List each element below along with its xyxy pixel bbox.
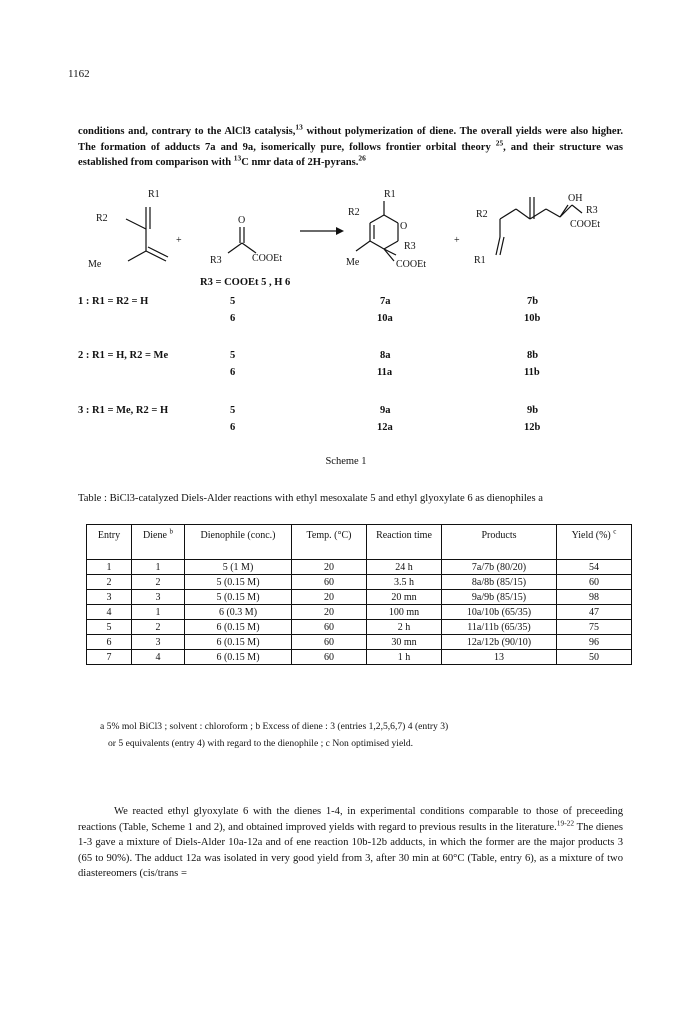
oh-label: OH xyxy=(568,193,583,204)
cell-yield: 98 xyxy=(557,590,632,605)
col-yield xyxy=(557,525,632,560)
cell-products: 8a/8b (85/15) xyxy=(442,575,557,590)
cell-temp: 20 xyxy=(292,605,367,620)
cell-products: 11a/11b (65/35) xyxy=(442,620,557,635)
ene-id: 11b xyxy=(524,367,540,378)
r2-label: R2 xyxy=(476,209,488,220)
cooet-label: COOEt xyxy=(396,259,426,270)
pyran-id: 12a xyxy=(377,422,393,433)
cell-products: 9a/9b (85/15) xyxy=(442,590,557,605)
pyran-id: 8a xyxy=(380,350,391,361)
ene-id: 7b xyxy=(527,296,539,307)
reference: 19-22 xyxy=(556,817,575,827)
pyran-id: 7a xyxy=(380,296,391,307)
footnote-mark: b xyxy=(169,527,173,536)
table-title: Table : BiCl3-catalyzed Diels-Alder reactions with ethyl mesoxalate 5 and ethyl glyoxylate 6 as dienophiles a xyxy=(78,493,543,504)
reference: 26 xyxy=(358,153,366,163)
dienophile-id: 6 xyxy=(230,313,236,324)
cell-entry: 7 xyxy=(87,650,132,665)
cell-temp: 60 xyxy=(292,650,367,665)
col-products: Products xyxy=(442,525,557,560)
results-table xyxy=(86,524,632,665)
table-row xyxy=(87,575,632,590)
footnote-mark: c xyxy=(613,527,617,536)
reference: 13 xyxy=(295,122,303,132)
cell-diene: 1 xyxy=(132,560,185,575)
dienophile-id: 5 xyxy=(230,350,236,361)
cell-diene: 4 xyxy=(132,650,185,665)
pyran-id: 10a xyxy=(377,313,393,324)
cell-entry: 4 xyxy=(87,605,132,620)
cell-diene: 3 xyxy=(132,635,185,650)
cell-diene: 3 xyxy=(132,590,185,605)
reaction-scheme xyxy=(78,185,618,275)
table-row xyxy=(87,605,632,620)
table-row xyxy=(87,650,632,665)
cell-entry: 5 xyxy=(87,620,132,635)
oxygen-label: O xyxy=(238,215,246,226)
cell-yield: 60 xyxy=(557,575,632,590)
cell-temp: 20 xyxy=(292,560,367,575)
me-label: Me xyxy=(88,259,102,270)
cell-entry: 2 xyxy=(87,575,132,590)
cell-time: 20 mn xyxy=(367,590,442,605)
table-row xyxy=(87,620,632,635)
cell-temp: 20 xyxy=(292,590,367,605)
oxygen-label: O xyxy=(400,221,408,232)
ene-id: 8b xyxy=(527,350,539,361)
page-number: 1162 xyxy=(68,68,90,80)
cell-dienophile: 6 (0.15 M) xyxy=(185,635,292,650)
cell-products: 7a/7b (80/20) xyxy=(442,560,557,575)
col-diene xyxy=(132,525,185,560)
header-text: Yield (%) xyxy=(571,530,611,541)
cell-dienophile: 6 (0.3 M) xyxy=(185,605,292,620)
text: We reacted ethyl glyoxylate 6 with the dienes 1-4, in experimental conditions comparable to those of preceeding reactions (Table, Scheme 1 and 2), and obtained improved yields with regard to previous results in the literature. xyxy=(78,806,623,833)
text: C nmr data of 2H-pyrans. xyxy=(241,157,359,168)
diene-label: 2 : R1 = H, R2 = Me xyxy=(78,350,169,361)
table-header-row xyxy=(87,525,632,560)
cell-products: 13 xyxy=(442,650,557,665)
cell-dienophile: 5 (0.15 M) xyxy=(185,575,292,590)
cell-products: 10a/10b (65/35) xyxy=(442,605,557,620)
r1-label: R1 xyxy=(384,189,396,200)
plus-sign: + xyxy=(176,235,182,246)
text: conditions and, contrary to the AlCl3 catalysis, xyxy=(78,126,296,137)
cell-time: 2 h xyxy=(367,620,442,635)
cell-temp: 60 xyxy=(292,620,367,635)
cell-dienophile: 6 (0.15 M) xyxy=(185,650,292,665)
r2-label: R2 xyxy=(348,207,360,218)
col-temp: Temp. (°C) xyxy=(292,525,367,560)
r1-label: R1 xyxy=(474,255,486,266)
cell-yield: 50 xyxy=(557,650,632,665)
table-row xyxy=(87,560,632,575)
cell-dienophile: 5 (0.15 M) xyxy=(185,590,292,605)
footnote-line: or 5 equivalents (entry 4) with regard to the dienophile ; c Non optimised yield. xyxy=(108,738,414,749)
pyran-id: 9a xyxy=(380,405,391,416)
ene-id: 10b xyxy=(524,313,541,324)
r2-label: R2 xyxy=(96,213,108,224)
r3-label: R3 xyxy=(210,255,222,266)
cell-yield: 47 xyxy=(557,605,632,620)
dienophile-id: 6 xyxy=(230,367,236,378)
cell-products: 12a/12b (90/10) xyxy=(442,635,557,650)
cell-dienophile: 5 (1 M) xyxy=(185,560,292,575)
r1-label: R1 xyxy=(148,189,160,200)
header-text: Diene xyxy=(143,530,167,541)
text: , and their structure was established from comparison with xyxy=(78,141,623,168)
text: The dienes 1-3 gave a mixture of Diels-Alder 10a-12a and of ene reaction 10b-12b adducts, in which the former are the major products 3 (65 to 90%). The adduct 12a was isolated in very good yield from 3, after 30 min at 60°C (Table, entry 6), as a mixture of two diastereomers (cis/trans = xyxy=(78,821,623,879)
cell-diene: 1 xyxy=(132,605,185,620)
cell-diene: 2 xyxy=(132,575,185,590)
scheme-caption: Scheme 1 xyxy=(325,456,367,467)
cell-dienophile: 6 (0.15 M) xyxy=(185,620,292,635)
col-time: Reaction time xyxy=(367,525,442,560)
ene-id: 12b xyxy=(524,422,541,433)
cell-entry: 3 xyxy=(87,590,132,605)
pyran-id: 11a xyxy=(377,367,393,378)
cell-diene: 2 xyxy=(132,620,185,635)
r3-label: R3 xyxy=(404,241,416,252)
cell-temp: 60 xyxy=(292,575,367,590)
cell-entry: 6 xyxy=(87,635,132,650)
cell-yield: 54 xyxy=(557,560,632,575)
text: without polymerization of diene. The overall yields were also higher. The formation of adducts 7a and 9a, isomerically pure, follows frontier orbital theory xyxy=(78,126,623,153)
dienophile-id: 5 xyxy=(230,405,236,416)
r3-definition: R3 = COOEt 5 , H 6 xyxy=(200,277,291,288)
cell-time: 3.5 h xyxy=(367,575,442,590)
cell-temp: 60 xyxy=(292,635,367,650)
reference: 25 xyxy=(495,137,504,147)
paragraph-results xyxy=(78,804,623,882)
cooet-label: COOEt xyxy=(252,253,282,264)
paragraph-intro xyxy=(78,124,623,171)
col-entry: Entry xyxy=(87,525,132,560)
cell-time: 100 mn xyxy=(367,605,442,620)
cooet-label: COOEt xyxy=(570,219,600,230)
cell-yield: 96 xyxy=(557,635,632,650)
cell-time: 1 h xyxy=(367,650,442,665)
ene-id: 9b xyxy=(527,405,539,416)
dienophile-id: 5 xyxy=(230,296,236,307)
col-dienophile: Dienophile (conc.) xyxy=(185,525,292,560)
plus-sign: + xyxy=(454,235,460,246)
cell-entry: 1 xyxy=(87,560,132,575)
cell-yield: 75 xyxy=(557,620,632,635)
r3-label: R3 xyxy=(586,205,598,216)
me-label: Me xyxy=(346,257,360,268)
diene-label: 3 : R1 = Me, R2 = H xyxy=(78,405,169,416)
diene-label: 1 : R1 = R2 = H xyxy=(78,296,149,307)
table-row xyxy=(87,590,632,605)
cell-time: 30 mn xyxy=(367,635,442,650)
footnote-line: a 5% mol BiCl3 ; solvent : chloroform ; b Excess of diene : 3 (entries 1,2,5,6,7) 4 (entry 3) xyxy=(100,721,449,732)
dienophile-id: 6 xyxy=(230,422,236,433)
cell-time: 24 h xyxy=(367,560,442,575)
table-footnote xyxy=(100,718,640,752)
table-row xyxy=(87,635,632,650)
isotope: 13 xyxy=(233,153,242,163)
